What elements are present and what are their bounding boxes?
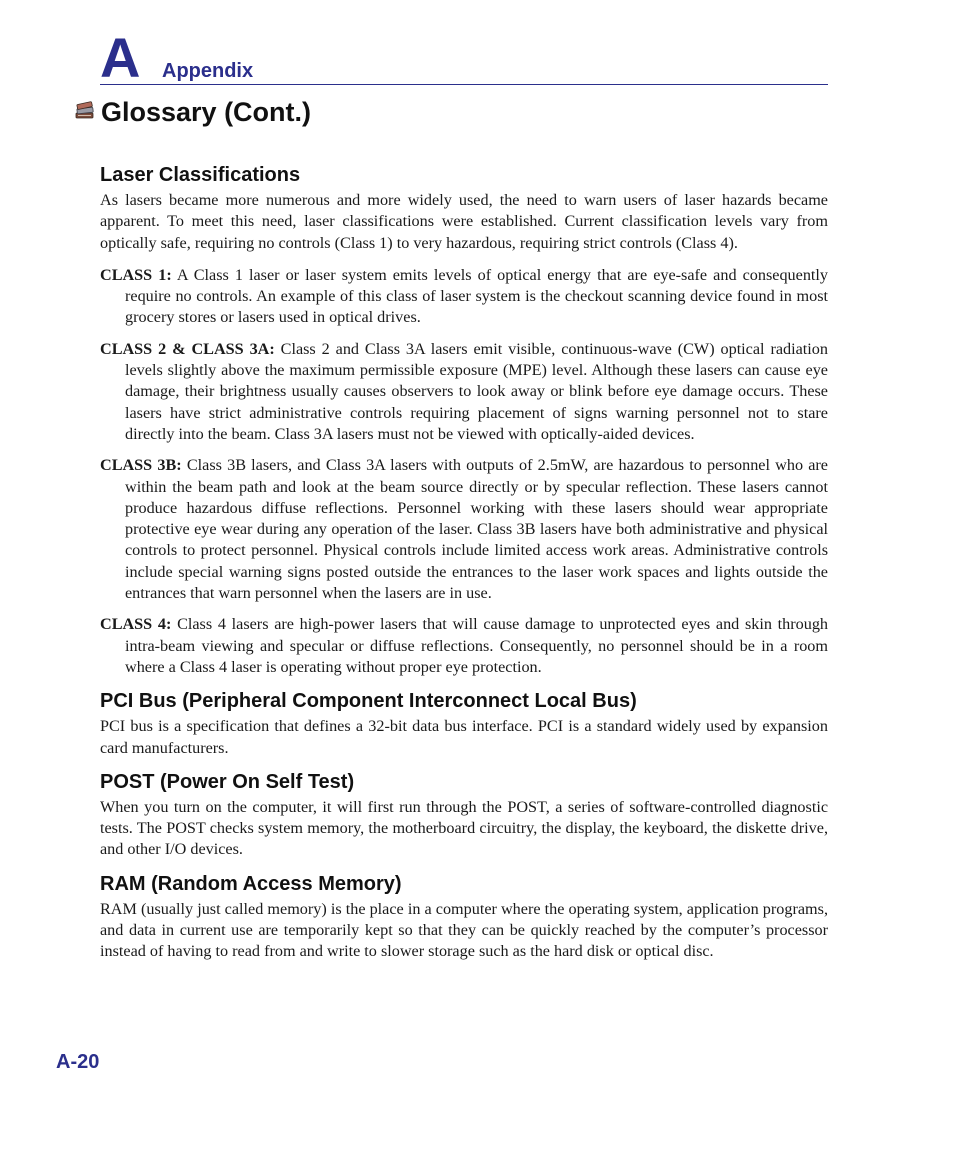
section-label: Appendix: [162, 60, 254, 82]
pci-section: [100, 688, 828, 759]
class-4-entry: [100, 614, 828, 678]
ram-section: [100, 871, 828, 963]
appendix-letter: A: [100, 26, 141, 89]
class-label: CLASS 1:: [100, 265, 172, 284]
class-1-entry: [100, 265, 828, 329]
class-text: A Class 1 laser or laser system emits levels of optical energy that are eye-safe and consequently require no controls. An example of this class of laser system is the checkout scanning device found in most grocery stores or lasers used in optical drives.: [125, 265, 828, 327]
glossary-content: [100, 160, 828, 973]
class-label: CLASS 3B:: [100, 456, 182, 475]
pci-heading: PCI Bus (Peripheral Component Interconnect Local Bus): [100, 690, 637, 713]
laser-heading: Laser Classifications: [100, 164, 301, 186]
post-heading: POST (Power On Self Test): [100, 770, 355, 793]
laser-intro: As lasers became more numerous and more widely used, the need to warn users of laser hazards became apparent. To meet this need, laser classifications were established. Current classification levels vary from optically safe, requiring no controls (Class 1) to very hazardous, requiring strict controls (Class 4).: [100, 191, 828, 252]
post-body: When you turn on the computer, it will first run through the POST, a series of software-controlled diagnostic tests. The POST checks system memory, the motherboard circuitry, the display, the keyboard, the diskette drive, and other I/O devices.: [100, 797, 828, 859]
class-label: CLASS 4:: [100, 615, 172, 634]
ram-heading: RAM (Random Access Memory): [100, 872, 402, 895]
ram-body: RAM (usually just called memory) is the place in a computer where the operating system, application programs, and data in current use are temporarily kept so that they can be quickly reached by the computer’s processor instead of having to read from and write to slower storage such as the hard disk or optical disc.: [100, 899, 828, 961]
page-title: Glossary (Cont.): [101, 97, 312, 127]
pci-body: PCI bus is a specification that defines a 32-bit data bus interface. PCI is a standard widely used by expansion card manufacturers.: [100, 717, 828, 757]
class-text: Class 2 and Class 3A lasers emit visible, continuous-wave (CW) optical radiation levels slightly above the maximum permissible exposure (MPE) level. Although these lasers can cause eye damage, their brightness usually causes observers to look away or blink before eye damage occurs. These lasers have strict administrative controls requiring placement of signs warning personnel not to stare directly into the beam. Class 3A lasers must not be viewed with optically-aided devices.: [125, 339, 828, 443]
page-number: A-20: [56, 1051, 100, 1073]
book-stack-icon: [74, 99, 96, 121]
post-section: [100, 769, 828, 861]
class-label: CLASS 2 & CLASS 3A:: [100, 339, 275, 358]
header-divider: [100, 84, 828, 85]
class-2-3a-entry: [100, 339, 828, 445]
laser-section: [100, 162, 828, 678]
class-3b-entry: [100, 455, 828, 604]
class-text: Class 3B lasers, and Class 3A lasers with outputs of 2.5mW, are hazardous to personnel who are within the beam path and look at the beam source directly or by specular reflection. These lasers cannot produce hazardous diffuse reflections. Personnel working with these lasers should wear appropriate protective eye wear during any operation of the laser. Class 3B lasers have both administrative and physical controls to protect personnel. Physical controls include limited access work areas. Administrative controls include special warning signs posted outside the entrances to the laser work spaces and lights outside the entrances that warn personnel when the lasers are in use.: [125, 456, 828, 603]
class-text: Class 4 lasers are high-power lasers that will cause damage to unprotected eyes and skin through intra-beam viewing and specular or diffuse reflections. Consequently, no personnel should be in a room where a Class 4 laser is operating without proper eye protection.: [125, 615, 829, 676]
